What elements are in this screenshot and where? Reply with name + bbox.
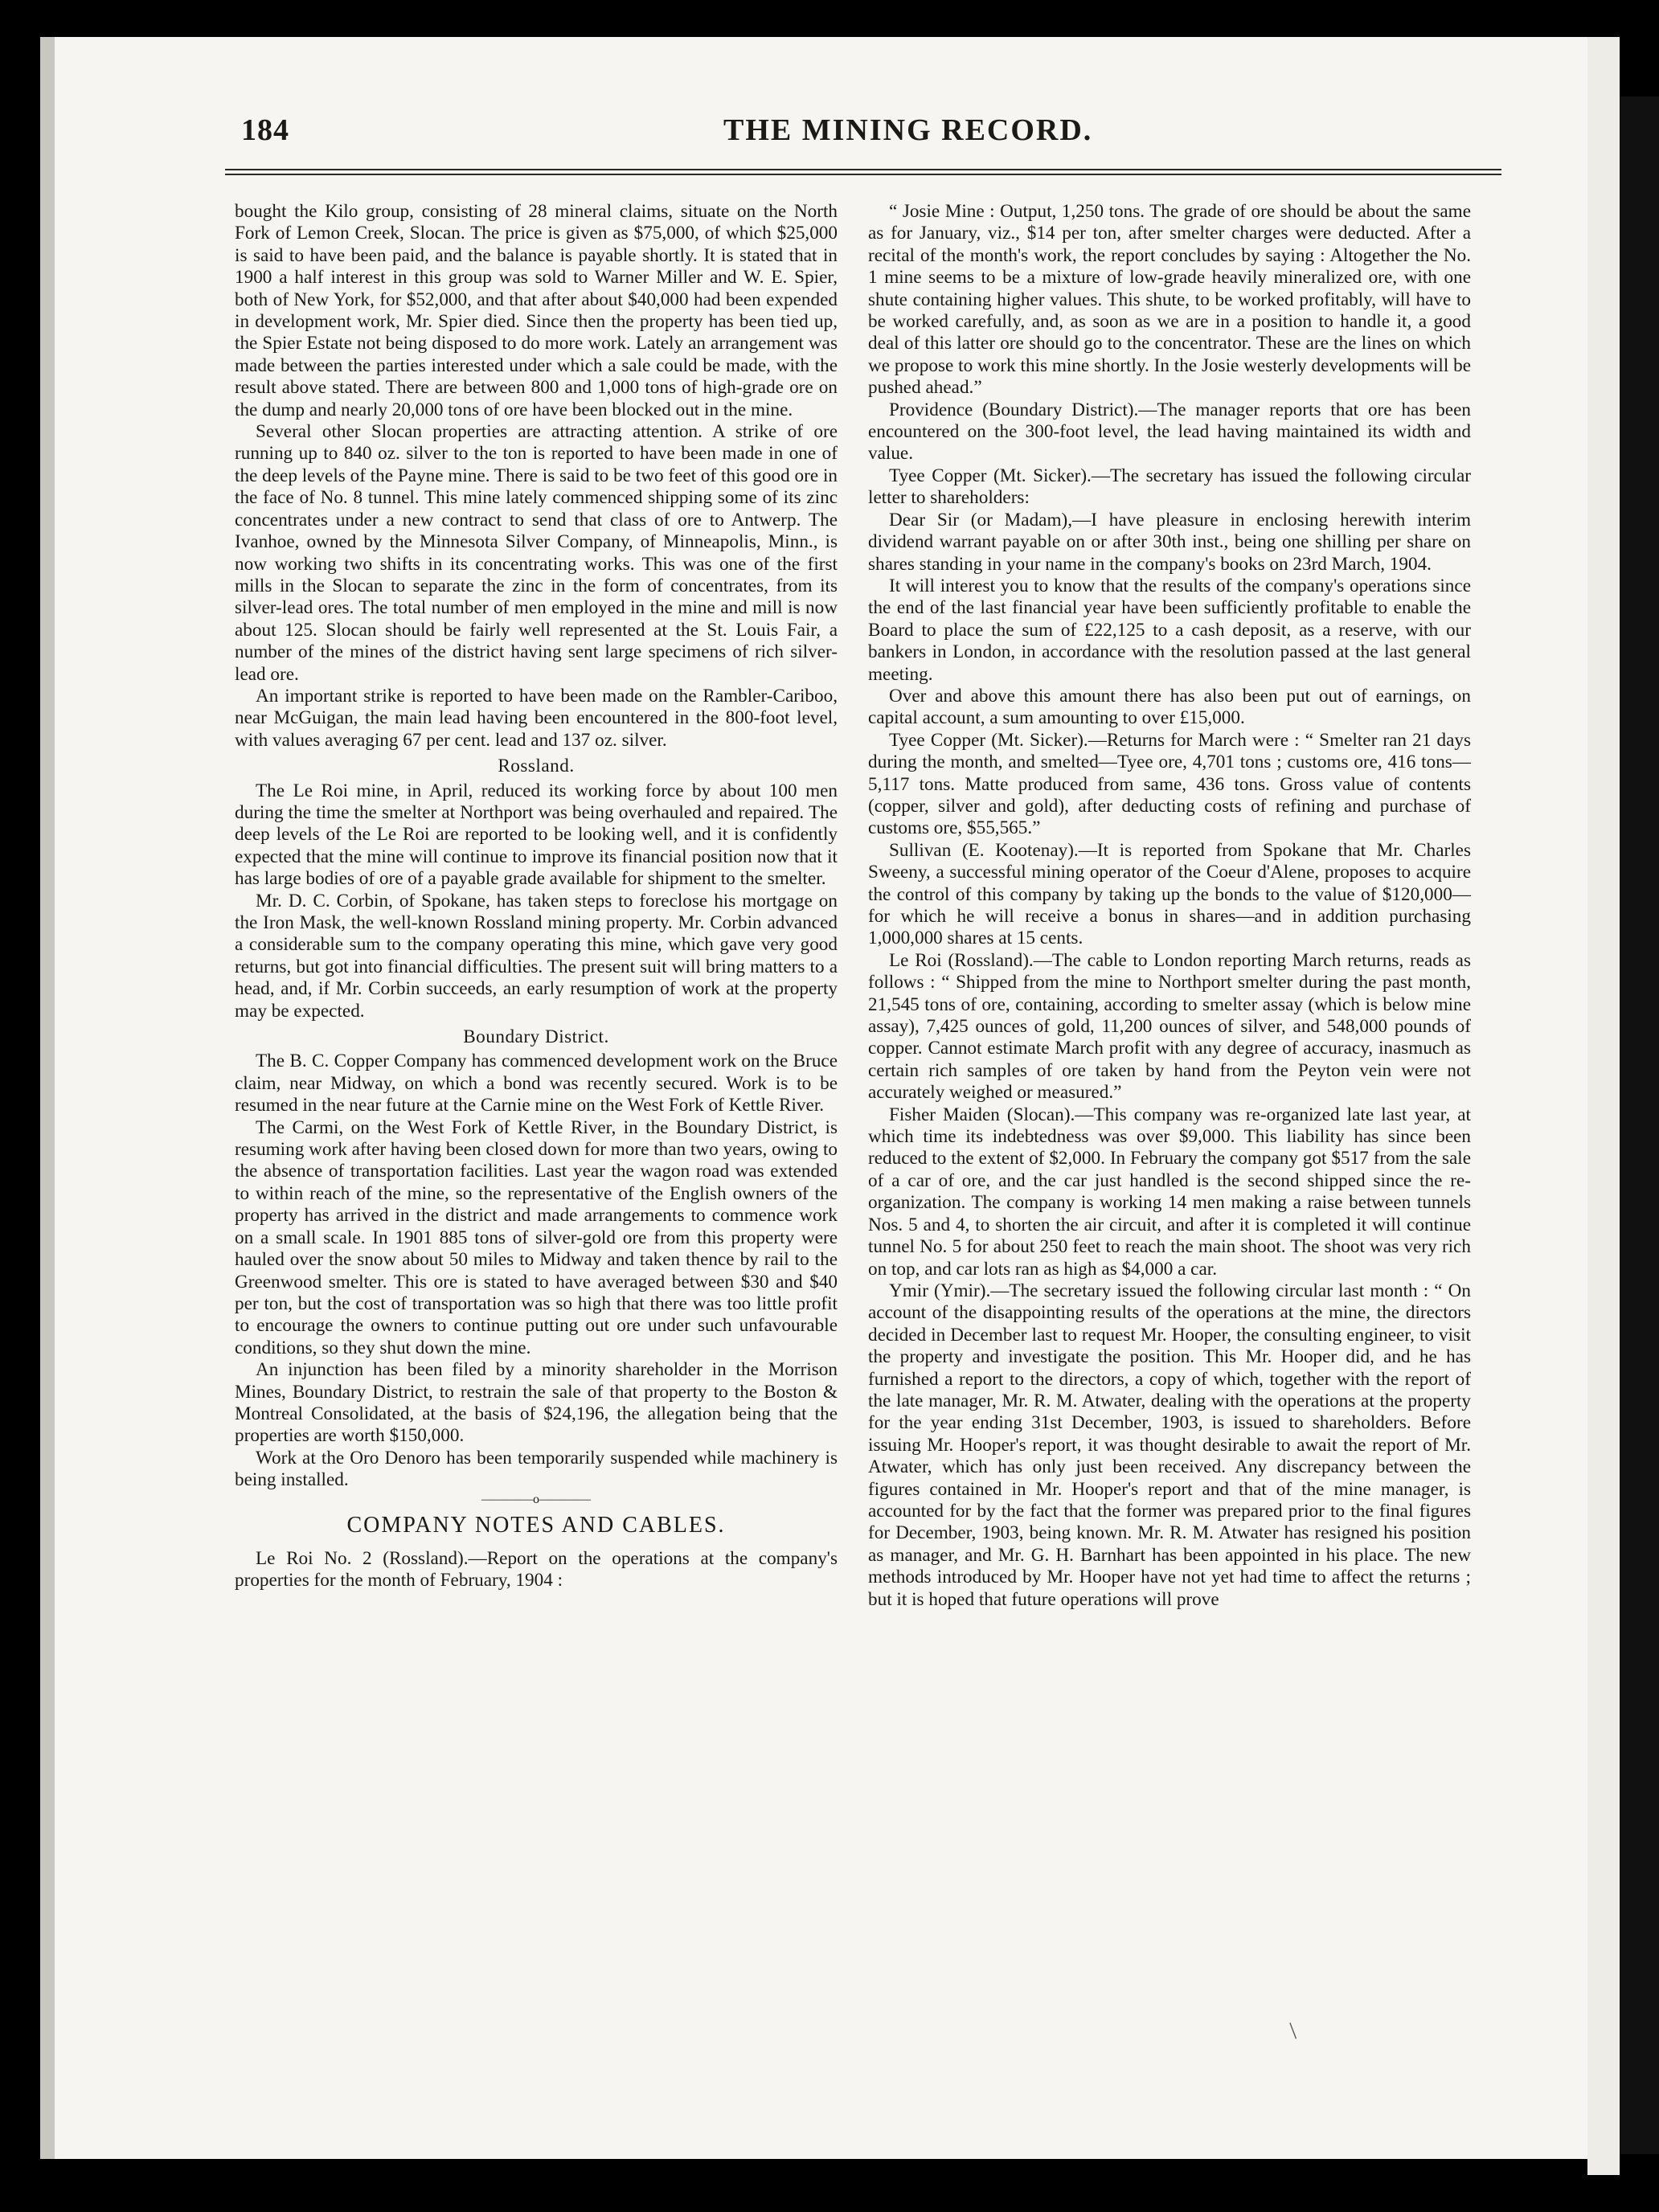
article-paragraph: The B. C. Copper Company has commenced development work on the Bruce claim, near Midway, on which a bond was recently secured. Work is to be resumed in the near future at the Carnie mine on the West Fork of Kettle River. — [235, 1051, 838, 1116]
article-paragraph: Over and above this amount there has also been put out of earnings, on capital account, a sum amounting to over £15,000. — [868, 685, 1471, 729]
section-heading: Rossland. — [498, 756, 575, 777]
scanner-border — [1620, 96, 1659, 2154]
journal-title: THE MINING RECORD. — [723, 113, 1093, 147]
article-paragraph: An important strike is reported to have been made on the Rambler-Cariboo, near McGuigan, the main lead having been encountered in the 800-foot level, with values averaging 67 per cent. lead and 137 oz. silver. — [235, 685, 838, 751]
article-paragraph: Mr. D. C. Corbin, of Spokane, has taken steps to foreclose his mortgage on the Iron Mask, the well-known Rossland mining property. Mr. Corbin advanced a considerable sum to the company operating this mine, which gave very good returns, but got into financial difficulties. The present suit will bring matters to a head, and, if Mr. Corbin succeeds, an early resumption of work at the property may be expected. — [235, 890, 838, 1022]
article-paragraph: Tyee Copper (Mt. Sicker).—The secretary has issued the following circular letter to shareholders: — [868, 465, 1471, 509]
company-notes-title: COMPANY NOTES AND CABLES. — [346, 1512, 726, 1538]
article-paragraph: “ Josie Mine : Output, 1,250 tons. The grade of ore should be about the same as for January, viz., $14 per ton, after smelter charges were deducted. After a recital of the month's work, the report concludes by saying : Altogether the No. 1 mine seems to be a mixture of low-grade heavily mineralized ore, with one shute containing higher values. This shute, to be worked profitably, will have to be worked carefully, and, as soon as we are in a position to handle it, a good deal of this latter ore should go to the concentrator. These are the lines on which we propose to work this mine shortly. In the Josie westerly developments will be pushed ahead.” — [868, 201, 1471, 399]
article-paragraph: Work at the Oro Denoro has been temporarily suspended while machinery is being installed. — [235, 1447, 838, 1491]
section-heading: Boundary District. — [463, 1026, 609, 1048]
article-paragraph: Tyee Copper (Mt. Sicker).—Returns for March were : “ Smelter ran 21 days during the month, and smelted—Tyee ore, 4,701 tons ; customs ore, 416 tons—5,117 tons. Matte produced from same, 436 tons. Gross value of contents (copper, silver and gold), after deducting costs of refining and purchase of customs ore, $55,565.” — [868, 729, 1471, 839]
page-binding-edge — [40, 37, 55, 2159]
article-paragraph: Ymir (Ymir).—The secretary issued the following circular last month : “ On account of the disappointing results of the operations at the mine, the directors decided in December last to request Mr. Hooper, the consulting engineer, to visit the property and investigate the position. This Mr. Hooper did, and he has furnished a report to the directors, a copy of which, together with the report of the late manager, Mr. R. M. Atwater, dealing with the operations at the property for the year ending 31st December, 1903, is issued to shareholders. Before issuing Mr. Hooper's report, it was thought desirable to await the report of Mr. Atwater, which has only just been received. Any discrepancy between the figures contained in Mr. Hooper's report and that of the mine manager, is accounted for by the fact that the former was prepared prior to the final figures for December, 1903, being known. Mr. R. M. Atwater has resigned his position as manager, and Mr. G. H. Barnhart has been appointed in his place. The new methods introduced by Mr. Hooper have not yet had time to affect the returns ; but it is hoped that future operations will prove — [868, 1280, 1471, 1610]
article-paragraph: Le Roi (Rossland).—The cable to London reporting March returns, reads as follows : “ Shipped from the mine to Northport smelter during the past month, 21,545 tons of ore, containing, according to smelter assay (which is below mine assay), 7,425 ounces of gold, 11,200 ounces of silver, and 548,000 pounds of copper. Cannot estimate March profit with any degree of accuracy, inasmuch as certain rich samples of ore taken by hand from the Peyton vein were not accurately weighed or measured.” — [868, 949, 1471, 1104]
article-paragraph: Le Roi No. 2 (Rossland).—Report on the operations at the company's properties for the month of February, 1904 : — [235, 1547, 838, 1591]
article-paragraph: Providence (Boundary District).—The manager reports that ore has been encountered on the 300-foot level, the lead having maintained its width and value. — [868, 399, 1471, 465]
article-paragraph: It will interest you to know that the results of the company's operations since the end of the last financial year have been sufficiently profitable to enable the Board to place the sum of £22,125 to a cash deposit, as a reserve, with our bankers in London, in accordance with the resolution passed at the last general meeting. — [868, 575, 1471, 685]
scan-mark: / — [1282, 2018, 1305, 2043]
article-paragraph: The Carmi, on the West Fork of Kettle River, in the Boundary District, is resuming work after having been closed down for more than two years, owing to the absence of transportation facilities. Last year the wagon road was extended to within reach of the mine, so the representative of the English owners of the property has arrived in the district and made arrangements to commence work on a small scale. In 1901 885 tons of silver-gold ore from this property were hauled over the snow about 50 miles to Midway and taken thence by rail to the Greenwood smelter. This ore is stated to have averaged between $30 and $40 per ton, but the cost of transportation was so high that there was too little profit to encourage the owners to continue putting out ore under such unfavourable conditions, so they shut down the mine. — [235, 1116, 838, 1358]
section-divider: ————o———— — [481, 1492, 591, 1506]
article-paragraph: Several other Slocan properties are attracting attention. A strike of ore running up to 840 oz. silver to the ton is reported to have been made in one of the deep levels of the Payne mine. There is said to be two feet of this good ore in the face of No. 8 tunnel. This mine lately commenced shipping some of its zinc concentrates under a new contract to send that class of ore to Antwerp. The Ivanhoe, owned by the Minnesota Silver Company, of Minneapolis, Minn., is now working two shifts in its concentrating works. This was one of the first mills in the Slocan to separate the zinc in the form of concentrates, from its silver-lead ores. The total number of men employed in the mine and mill is now about 125. Slocan should be fairly well represented at the St. Louis Fair, a number of the mines of the district having sent large specimens of rich silver-lead ore. — [235, 421, 838, 685]
article-paragraph: bought the Kilo group, consisting of 28 mineral claims, situate on the North Fork of Lemon Creek, Slocan. The price is given as $75,000, of which $25,000 is said to have been paid, and the balance is payable shortly. It is stated that in 1900 a half interest in this group was sold to Warner Miller and W. E. Spier, both of New York, for $52,000, and that after about $40,000 had been expended in development work, Mr. Spier died. Since then the property has been tied up, the Spier Estate not being disposed to do more work. Lately an arrangement was made between the parties interested under which a sale could be made, with the result above stated. There are between 800 and 1,000 tons of high-grade ore on the dump and nearly 20,000 tons of ore have been blocked out in the mine. — [235, 201, 838, 420]
article-paragraph: The Le Roi mine, in April, reduced its working force by about 100 men during the time the smelter at Northport was being overhauled and repaired. The deep levels of the Le Roi are reported to be looking well, and it is confidently expected that the mine will continue to improve its financial position now that it has large bodies of ore of a payable grade available for shipment to the smelter. — [235, 780, 838, 890]
next-page-edge — [1587, 37, 1620, 2175]
right-column — [868, 201, 1471, 1611]
article-paragraph: An injunction has been filed by a minority shareholder in the Morrison Mines, Boundary District, to restrain the sale of that property to the Boston & Montreal Consolidated, at the basis of $24,196, the allegation being that the properties are worth $150,000. — [235, 1359, 838, 1447]
page-header — [233, 113, 1503, 161]
header-rule-top — [225, 169, 1501, 170]
article-paragraph: Sullivan (E. Kootenay).—It is reported from Spokane that Mr. Charles Sweeny, a successful mining operator of the Coeur d'Alene, proposes to acquire the control of this company by taking up the bonds to the value of $120,000—for which he will receive a bonus in shares—and in addition purchasing 1,000,000 shares at 15 cents. — [868, 839, 1471, 949]
article-paragraph: Dear Sir (or Madam),—I have pleasure in enclosing herewith interim dividend warrant payable on or after 30th inst., being one shilling per share on shares standing in your name in the company's books on 23rd March, 1904. — [868, 509, 1471, 575]
page-number: 184 — [241, 113, 289, 147]
header-rule-bottom — [225, 174, 1501, 175]
left-column — [235, 201, 838, 1591]
article-paragraph: Fisher Maiden (Slocan).—This company was re-organized late last year, at which time its indebtedness was over $9,000. This liability has since been reduced to the extent of $2,000. In February the company got $517 from the sale of a car of ore, and the car just handled is the second shipped since the re-organization. The company is working 14 men making a raise between tunnels Nos. 5 and 4, to shorten the air circuit, and after it is completed it will continue tunnel No. 5 for about 250 feet to reach the main shoot. The shoot was very rich on top, and car lots ran as high as $4,000 a car. — [868, 1104, 1471, 1280]
